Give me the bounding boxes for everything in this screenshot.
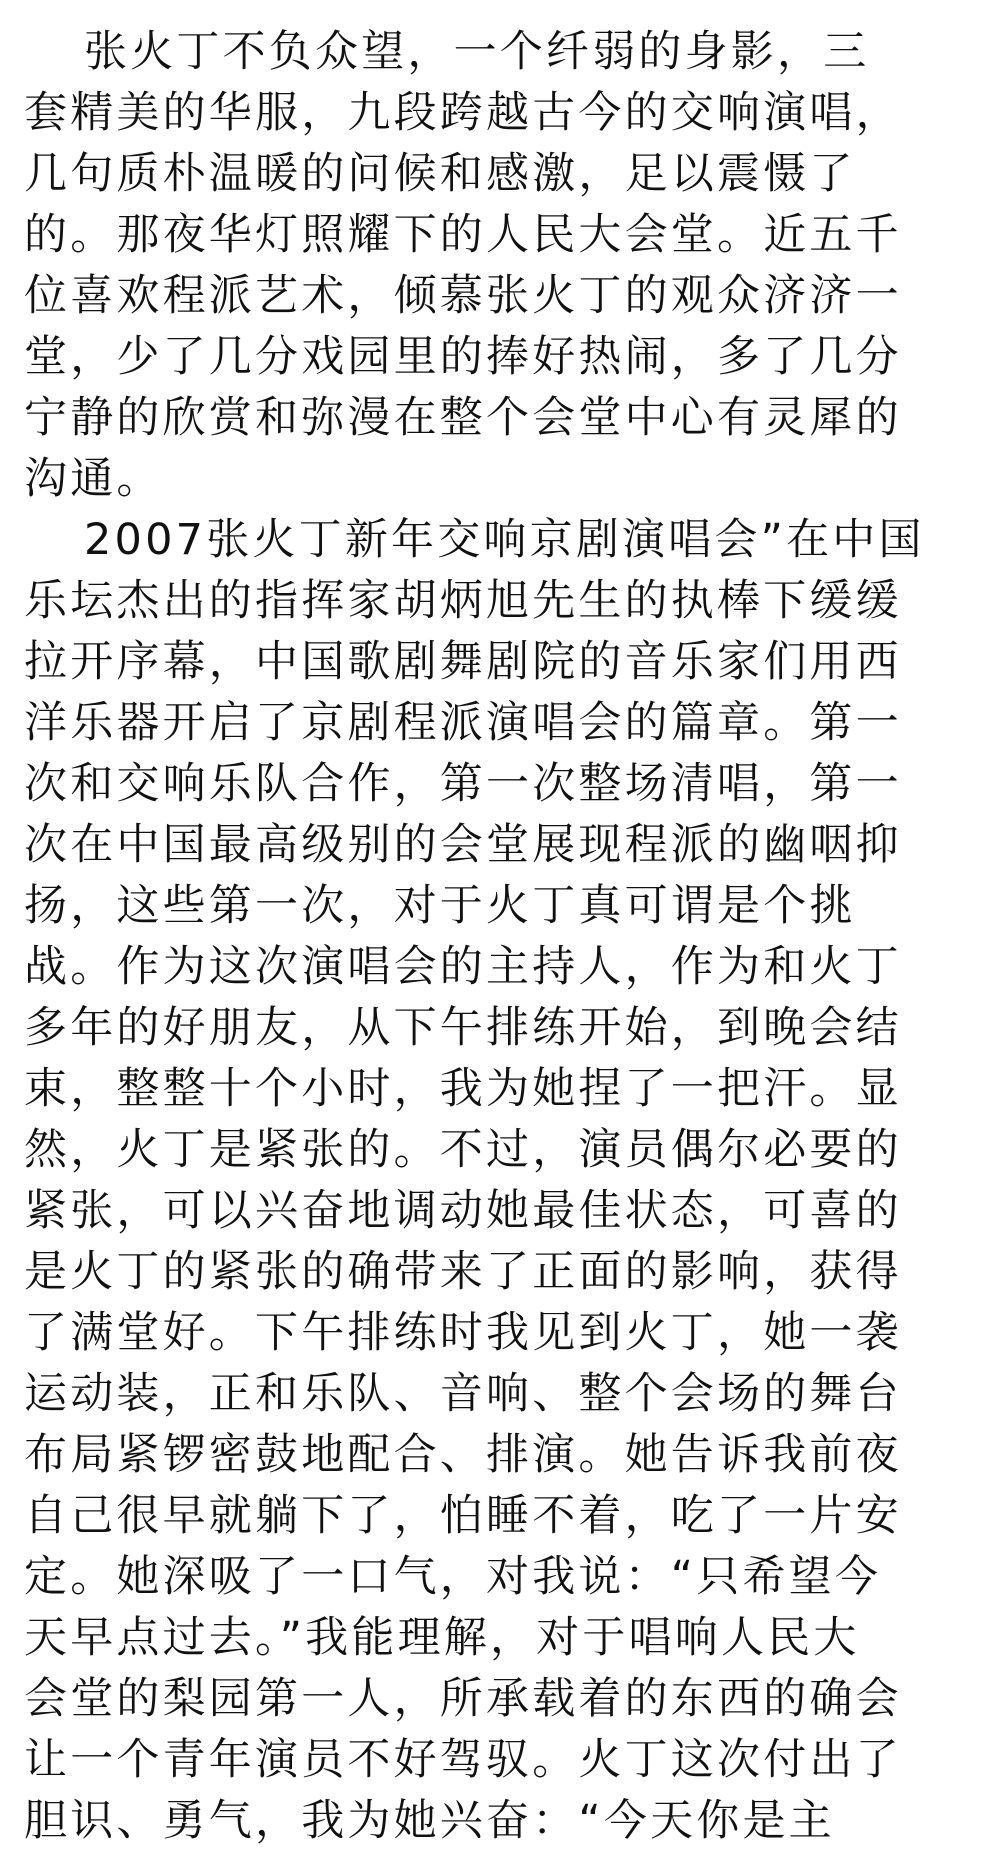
- paragraph-line: 自己很早就躺下了，怕睡不着，吃了一片安: [24, 1491, 902, 1541]
- paragraph-line: 然，火丁是紧张的。不过，演员偶尔必要的: [24, 1125, 902, 1175]
- paragraph-line: 战。作为这次演唱会的主持人，作为和火丁: [24, 942, 902, 992]
- paragraph-line: 束，整整十个小时，我为她捏了一把汗。显: [24, 1064, 902, 1114]
- paragraph-line: 位喜欢程派艺术，倾慕张火丁的观众济济一: [24, 271, 902, 321]
- paragraph-line: 让一个青年演员不好驾驭。火丁这次付出了: [24, 1735, 902, 1785]
- paragraph-line: 次在中国最高级别的会堂展现程派的幽咽抑: [24, 820, 902, 870]
- paragraph-line: 拉开序幕，中国歌剧舞剧院的音乐家们用西: [24, 637, 902, 687]
- paragraph-line: 次和交响乐队合作，第一次整场清唱，第一: [24, 759, 902, 809]
- paragraph-line: 的。那夜华灯照耀下的人民大会堂。近五千: [24, 210, 902, 260]
- paragraph-line: 2007张火丁新年交响京剧演唱会”在中国: [84, 515, 925, 565]
- paragraph-line: 胆识、勇气，我为她兴奋：“今天你是主: [24, 1796, 835, 1846]
- paragraph-line: 宁静的欣赏和弥漫在整个会堂中心有灵犀的: [24, 393, 902, 443]
- paragraph-line: 天早点过去。”我能理解，对于唱响人民大: [24, 1613, 860, 1663]
- paragraph-line: 是火丁的紧张的确带来了正面的影响，获得: [24, 1247, 902, 1297]
- paragraph-line: 乐坛杰出的指挥家胡炳旭先生的执棒下缓缓: [24, 576, 902, 626]
- paragraph-line: 会堂的梨园第一人，所承载着的东西的确会: [24, 1674, 902, 1724]
- paragraph-line: 了满堂好。下午排练时我见到火丁，她一袭: [24, 1308, 902, 1358]
- paragraph-line: 套精美的华服，九段跨越古今的交响演唱，: [24, 88, 902, 138]
- paragraph-line: 运动装，正和乐队、音响、整个会场的舞台: [24, 1369, 902, 1419]
- paragraph-line: 堂，少了几分戏园里的捧好热闹，多了几分: [24, 332, 902, 382]
- paragraph-line: 扬，这些第一次，对于火丁真可谓是个挑: [24, 881, 856, 931]
- paragraph-line: 紧张，可以兴奋地调动她最佳状态，可喜的: [24, 1186, 902, 1236]
- paragraph-line: 定。她深吸了一口气，对我说：“只希望今: [24, 1552, 882, 1602]
- paragraph-line: 布局紧锣密鼓地配合、排演。她告诉我前夜: [24, 1430, 902, 1480]
- paragraph-line: 沟通。: [24, 454, 163, 504]
- paragraph-line: 多年的好朋友，从下午排练开始，到晚会结: [24, 1003, 902, 1053]
- paragraph-line: 张火丁不负众望，一个纤弱的身影，三: [84, 27, 870, 77]
- paragraph-line: 洋乐器开启了京剧程派演唱会的篇章。第一: [24, 698, 902, 748]
- paragraph-line: 几句质朴温暖的问候和感激，足以震慑了: [24, 149, 856, 199]
- article-body: [24, 22, 964, 1852]
